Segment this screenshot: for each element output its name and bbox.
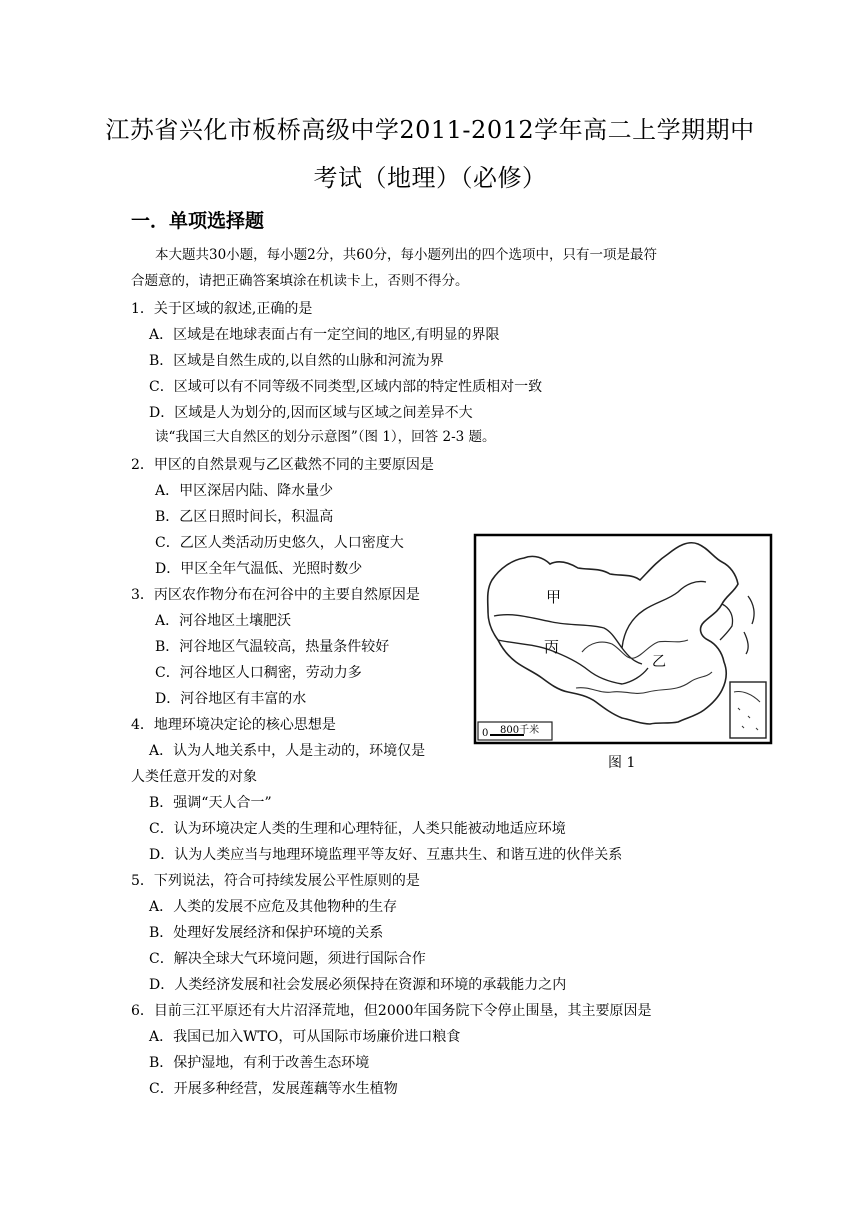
q4-option-d: D．认为人类应当与地理环境监理平等友好、互惠共生、和谐互进的伙伴关系 — [149, 847, 623, 863]
q3-option-d: D．河谷地区有丰富的水 — [155, 691, 307, 707]
q3-option-b: B．河谷地区气温较高，热量条件较好 — [155, 639, 390, 655]
q4-option-a-line2: 人类任意开发的对象 — [131, 769, 257, 785]
scale-zero: 0 — [482, 728, 489, 739]
q6-option-c: C．开展多种经营，发展莲藕等水生植物 — [149, 1081, 398, 1097]
q6-option-a: A．我国已加入WTO，可从国际市场廉价进口粮食 — [149, 1029, 461, 1045]
q1-option-c: C．区域可以有不同等级不同类型,区域内部的特定性质相对一致 — [149, 379, 543, 395]
q3-option-a: A．河谷地区土壤肥沃 — [155, 613, 292, 629]
instructions-line1: 本大题共30小题，每小题2分，共60分，每小题列出的四个选项中，只有一项是最符 — [155, 247, 657, 263]
q1-option-d: D．区域是人为划分的,因而区域与区域之间差异不大 — [149, 405, 473, 421]
q2-option-b: B．乙区日照时间长，积温高 — [155, 509, 334, 525]
q5-option-d: D．人类经济发展和社会发展必须保持在资源和环境的承载能力之内 — [149, 977, 567, 993]
read-note: 读“我国三大自然区的划分示意图”（图 1），回答 2-3 题。 — [155, 429, 496, 445]
section-heading: 一．单项选择题 — [131, 210, 265, 232]
south-china-sea-inset — [730, 682, 766, 738]
instructions-line2: 合题意的，请把正确答案填涂在机读卡上，否则不得分。 — [131, 273, 469, 289]
q6-stem: 6．目前三江平原还有大片沼泽荒地，但2000年国务院下令停止围垦，其主要原因是 — [131, 1003, 652, 1019]
q4-option-c: C．认为环境决定人类的生理和心理特征，人类只能被动地适应环境 — [149, 821, 566, 837]
scale-label: 800千米 — [500, 725, 540, 736]
q5-option-c: C．解决全球大气环境问题，须进行国际合作 — [149, 951, 426, 967]
q5-option-b: B．处理好发展经济和保护环境的关系 — [149, 925, 384, 941]
figure-caption: 图 1 — [608, 755, 636, 771]
q4-stem: 4．地理环境决定论的核心思想是 — [131, 717, 336, 733]
q4-option-a-line1: A．认为人地关系中，人是主动的，环境仅是 — [149, 743, 426, 759]
q2-option-c: C．乙区人类活动历史悠久，人口密度大 — [155, 535, 404, 551]
q5-option-a: A．人类的发展不应危及其他物种的生存 — [149, 899, 398, 915]
q3-option-c: C．河谷地区人口稠密，劳动力多 — [155, 665, 362, 681]
q1-option-b: B．区域是自然生成的,以自然的山脉和河流为界 — [149, 353, 444, 369]
figure-1-map — [472, 532, 774, 772]
label-yi: 乙 — [652, 654, 666, 670]
q1-option-a: A．区域是在地球表面占有一定空间的地区,有明显的界限 — [149, 327, 500, 343]
q6-option-b: B．保护湿地，有利于改善生态环境 — [149, 1055, 370, 1071]
doc-title-line2: 考试（地理）（必修） — [313, 164, 547, 192]
q1-stem: 1．关于区域的叙述,正确的是 — [131, 301, 313, 317]
q5-stem: 5．下列说法，符合可持续发展公平性原则的是 — [131, 873, 420, 889]
q2-option-d: D．甲区全年气温低、光照时数少 — [155, 561, 363, 577]
label-bing: 丙 — [544, 638, 560, 656]
q2-stem: 2．甲区的自然景观与乙区截然不同的主要原因是 — [131, 457, 434, 473]
doc-title-line1: 江苏省兴化市板桥高级中学2011-2012学年高二上学期期中 — [105, 116, 755, 144]
q3-stem: 3．丙区农作物分布在河谷中的主要自然原因是 — [131, 587, 420, 603]
label-jia: 甲 — [546, 588, 562, 606]
q4-option-b: B．强调“天人合一” — [149, 795, 272, 811]
q2-option-a: A．甲区深居内陆、降水量少 — [155, 483, 334, 499]
